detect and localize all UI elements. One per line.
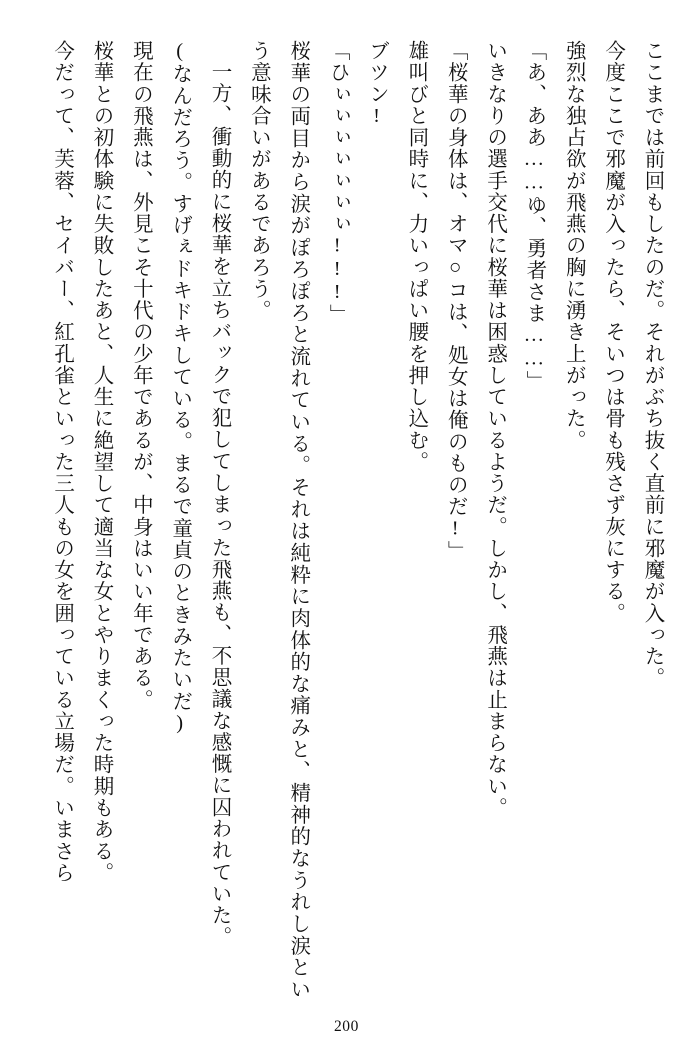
vertical-text-body [24,40,671,1000]
paragraph: 今度ここで邪魔が入ったら、そいつは骨も残さず灰にする。 [601,40,624,624]
page-number: 200 [333,1018,360,1035]
paragraph: 一方、衝動的に桜華を立ちバックで犯してしまった飛燕も、不思議な感慨に囚われていた。 [208,60,231,948]
paragraph: 「桜華の身体は、オマ○コは、処女は俺のものだ!」 [444,40,467,563]
paragraph: 桜華との初体験に失敗したあと、人生に絶望して適当な女とやりまくった時期もある。 [89,40,112,884]
paragraph: 強烈な独占欲が飛燕の胸に湧き上がった。 [562,40,585,451]
paragraph: ここまでは前回もしたのだ。それがぶち抜く直前に邪魔が入った。 [641,40,663,689]
paragraph: 「ひぃぃぃぃぃぃぃ!!!」 [326,40,349,326]
paragraph: 「あ、ああ……ゆ、勇者さま……」 [522,40,545,393]
paragraph: 現在の飛燕は、外見こそ十代の少年であるが、中身はいい年である。 [129,40,152,711]
paragraph: ブツン! [365,40,388,129]
paragraph: (なんだろう。すげぇドキドキしている。まるで童貞のときみたいだ) [168,40,191,736]
paragraph: いきなりの選手交代に桜華は困惑しているようだ。しかし、飛燕は止まらない。 [483,40,506,819]
paragraph: 今だって、芙蓉、セイバー、紅孔雀といった三人もの女を囲っている立場だ。いまさら [50,40,73,884]
paragraph: 雄叫びと同時に、力いっぱい腰を押し込む。 [404,40,427,473]
paragraph: 桜華の両目から涙がぽろぽろと流れている。それは純粋に肉体的な痛みと、精神的なうれし涙という意味合いがあるであろう。 [247,40,309,1000]
